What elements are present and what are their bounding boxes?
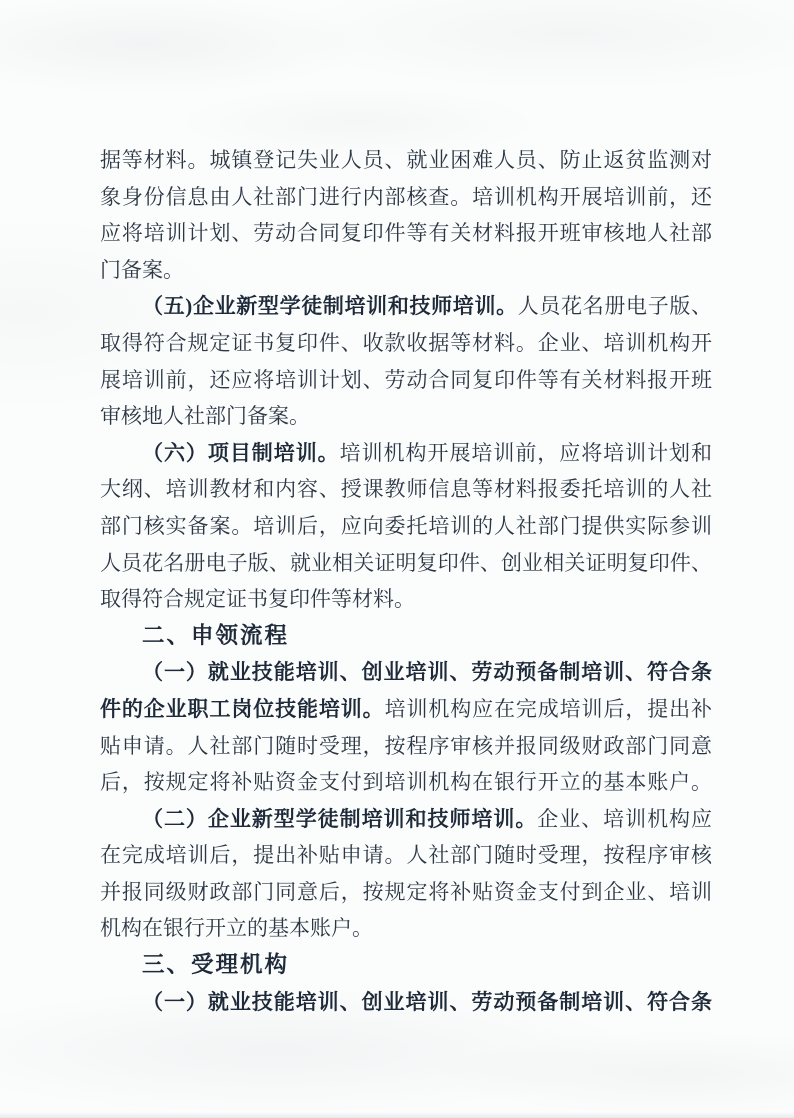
text-line xyxy=(100,764,712,801)
text-segment: 在完成培训后，提出补贴申请。人社部门随时受理，按程序审核 xyxy=(100,843,712,868)
bold-text-segment: （二）企业新型学徒制培训和技师培训。 xyxy=(142,806,538,831)
text-segment: 培训机构应在完成培训后，提出补 xyxy=(384,696,713,721)
bold-text-segment: （六）项目制培训。 xyxy=(142,440,340,465)
document-text-block xyxy=(100,142,712,1020)
text-line xyxy=(100,581,712,618)
bold-text-segment: （一）就业技能培训、创业培训、劳动预备制培训、符合条 xyxy=(142,660,712,685)
text-segment: 部门核实备案。培训后，应向委托培训的人社部门提供实际参训 xyxy=(100,513,712,538)
text-line xyxy=(100,142,712,179)
text-line xyxy=(100,654,712,691)
text-line xyxy=(100,874,712,911)
text-line xyxy=(100,691,712,728)
text-segment: 大纲、培训教材和内容、授课教师信息等材料报委托培训的人社 xyxy=(100,477,712,502)
text-line xyxy=(100,984,712,1021)
text-line xyxy=(100,508,712,545)
text-line xyxy=(100,435,712,472)
bold-text-segment: 三、受理机构 xyxy=(142,952,290,978)
text-segment: 机构在银行开立的基本账户。 xyxy=(100,916,373,941)
text-segment: 象身份信息由人社部门进行内部核查。培训机构开展培训前，还 xyxy=(100,184,712,209)
text-segment: 企业、培训机构应 xyxy=(537,806,713,831)
text-segment: 贴申请。人社部门随时受理，按程序审核并报同级财政部门同意 xyxy=(100,733,712,758)
text-segment: 培训机构开展培训前，应将培训计划和 xyxy=(339,440,712,465)
text-line xyxy=(100,471,712,508)
text-segment: 据等材料。城镇登记失业人员、就业困难人员、防止返贫监测对 xyxy=(100,148,712,172)
section-heading xyxy=(100,618,712,655)
text-segment: 人员花名册电子版、就业相关证明复印件、创业相关证明复印件、 xyxy=(100,550,712,575)
scan-edge-shadow xyxy=(0,1111,794,1118)
text-line xyxy=(100,252,712,289)
bold-text-segment: 件的企业职工岗位技能培训。 xyxy=(100,696,385,721)
text-segment: 审核地人社部门备案。 xyxy=(100,404,310,429)
text-line xyxy=(100,837,712,874)
text-line xyxy=(100,545,712,582)
bold-text-segment: 二、申领流程 xyxy=(142,622,290,648)
text-line xyxy=(100,179,712,216)
section-heading xyxy=(100,947,712,984)
text-segment: 取得符合规定证书复印件等材料。 xyxy=(100,587,415,612)
text-segment: 展培训前，还应将培训计划、劳动合同复印件等有关材料报开班 xyxy=(100,367,712,392)
text-segment: 人员花名册电子版、 xyxy=(517,294,712,319)
text-line xyxy=(100,910,712,947)
text-line xyxy=(100,325,712,362)
text-segment: 后，按规定将补贴资金支付到培训机构在银行开立的基本账户。 xyxy=(100,770,712,795)
text-segment: 并报同级财政部门同意后，按规定将补贴资金支付到企业、培训 xyxy=(100,879,712,904)
text-line xyxy=(100,728,712,765)
text-line xyxy=(100,801,712,838)
bold-text-segment: （五)企业新型学徒制培训和技师培训。 xyxy=(142,294,518,319)
bold-text-segment: （一）就业技能培训、创业培训、劳动预备制培训、符合条 xyxy=(142,989,712,1014)
text-segment: 应将培训计划、劳动合同复印件等有关材料报开班审核地人社部 xyxy=(100,221,712,246)
text-line xyxy=(100,398,712,435)
text-line xyxy=(100,288,712,325)
text-segment: 门备案。 xyxy=(100,257,184,282)
text-line xyxy=(100,362,712,399)
text-segment: 取得符合规定证书复印件、收款收据等材料。企业、培训机构开 xyxy=(100,330,712,355)
text-line xyxy=(100,215,712,252)
